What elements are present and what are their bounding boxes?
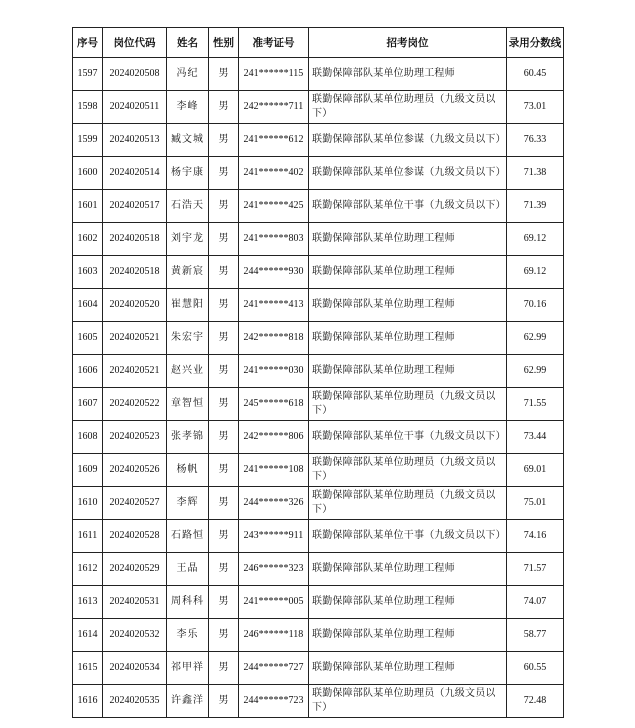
results-sheet (72, 27, 564, 718)
cell-position: 联勤保障部队某单位助理工程师 (309, 289, 507, 322)
header-position: 招考岗位 (309, 28, 507, 58)
cell-gender: 男 (209, 652, 239, 685)
cell-position-code: 2024020508 (103, 58, 167, 91)
table-row (73, 355, 564, 388)
cell-position: 联勤保障部队某单位助理工程师 (309, 619, 507, 652)
cell-ticket-number: 244******326 (239, 487, 309, 520)
cell-seq: 1598 (73, 91, 103, 124)
cell-ticket-number: 241******803 (239, 223, 309, 256)
cell-position: 联勤保障部队某单位助理工程师 (309, 355, 507, 388)
cell-position: 联勤保障部队某单位干事（九级文员以下） (309, 520, 507, 553)
cell-score: 69.01 (507, 454, 564, 487)
cell-position-code: 2024020531 (103, 586, 167, 619)
cell-score: 69.12 (507, 223, 564, 256)
cell-seq: 1608 (73, 421, 103, 454)
cell-name: 章智恒 (167, 388, 209, 421)
cell-position: 联勤保障部队某单位干事（九级文员以下） (309, 190, 507, 223)
cell-gender: 男 (209, 223, 239, 256)
cell-position: 联勤保障部队某单位助理工程师 (309, 223, 507, 256)
cell-position-code: 2024020529 (103, 553, 167, 586)
cell-name: 祁甲祥 (167, 652, 209, 685)
table-row (73, 190, 564, 223)
cell-gender: 男 (209, 388, 239, 421)
cell-position: 联勤保障部队某单位助理员（九级文员以下） (309, 388, 507, 421)
cell-gender: 男 (209, 586, 239, 619)
cell-score: 71.55 (507, 388, 564, 421)
cell-position: 联勤保障部队某单位助理员（九级文员以下） (309, 91, 507, 124)
cell-gender: 男 (209, 421, 239, 454)
table-row (73, 454, 564, 487)
cell-position: 联勤保障部队某单位助理员（九级文员以下） (309, 487, 507, 520)
cell-score: 60.45 (507, 58, 564, 91)
cell-ticket-number: 244******727 (239, 652, 309, 685)
cell-ticket-number: 241******030 (239, 355, 309, 388)
cell-ticket-number: 241******402 (239, 157, 309, 190)
table-row (73, 685, 564, 718)
header-name: 姓名 (167, 28, 209, 58)
table-row (73, 289, 564, 322)
cell-position-code: 2024020535 (103, 685, 167, 718)
cell-seq: 1610 (73, 487, 103, 520)
table-row (73, 157, 564, 190)
cell-name: 崔慧阳 (167, 289, 209, 322)
cell-seq: 1613 (73, 586, 103, 619)
cell-score: 75.01 (507, 487, 564, 520)
cell-gender: 男 (209, 256, 239, 289)
cell-ticket-number: 241******612 (239, 124, 309, 157)
cell-gender: 男 (209, 289, 239, 322)
cell-name: 许鑫洋 (167, 685, 209, 718)
cell-name: 石路恒 (167, 520, 209, 553)
cell-seq: 1597 (73, 58, 103, 91)
cell-gender: 男 (209, 157, 239, 190)
cell-position: 联勤保障部队某单位参谋（九级文员以下） (309, 124, 507, 157)
cell-position-code: 2024020526 (103, 454, 167, 487)
table-row (73, 619, 564, 652)
cell-gender: 男 (209, 124, 239, 157)
table-row (73, 124, 564, 157)
cell-position-code: 2024020511 (103, 91, 167, 124)
table-row (73, 421, 564, 454)
cell-ticket-number: 241******413 (239, 289, 309, 322)
table-row (73, 388, 564, 421)
table-row (73, 652, 564, 685)
cell-ticket-number: 245******618 (239, 388, 309, 421)
table-row (73, 223, 564, 256)
cell-ticket-number: 244******723 (239, 685, 309, 718)
cell-position-code: 2024020518 (103, 223, 167, 256)
cell-ticket-number: 241******115 (239, 58, 309, 91)
cell-gender: 男 (209, 91, 239, 124)
cell-seq: 1614 (73, 619, 103, 652)
cell-name: 李辉 (167, 487, 209, 520)
cell-score: 60.55 (507, 652, 564, 685)
cell-position-code: 2024020528 (103, 520, 167, 553)
cell-position-code: 2024020518 (103, 256, 167, 289)
table-row (73, 91, 564, 124)
table-row (73, 256, 564, 289)
cell-name: 李峰 (167, 91, 209, 124)
cell-gender: 男 (209, 322, 239, 355)
cell-score: 71.38 (507, 157, 564, 190)
cell-seq: 1604 (73, 289, 103, 322)
cell-position: 联勤保障部队某单位助理工程师 (309, 256, 507, 289)
table-body (73, 58, 564, 718)
cell-seq: 1607 (73, 388, 103, 421)
cell-ticket-number: 243******911 (239, 520, 309, 553)
cell-gender: 男 (209, 553, 239, 586)
cell-seq: 1605 (73, 322, 103, 355)
cell-score: 70.16 (507, 289, 564, 322)
cell-ticket-number: 244******930 (239, 256, 309, 289)
cell-gender: 男 (209, 190, 239, 223)
table-header-row (73, 28, 564, 58)
cell-ticket-number: 242******711 (239, 91, 309, 124)
cell-position: 联勤保障部队某单位参谋（九级文员以下） (309, 157, 507, 190)
cell-ticket-number: 241******005 (239, 586, 309, 619)
cell-score: 73.44 (507, 421, 564, 454)
cell-position-code: 2024020513 (103, 124, 167, 157)
cell-position-code: 2024020521 (103, 355, 167, 388)
cell-gender: 男 (209, 454, 239, 487)
cell-seq: 1616 (73, 685, 103, 718)
cell-position-code: 2024020521 (103, 322, 167, 355)
cell-score: 71.57 (507, 553, 564, 586)
header-seq: 序号 (73, 28, 103, 58)
cell-position: 联勤保障部队某单位助理工程师 (309, 322, 507, 355)
cell-gender: 男 (209, 619, 239, 652)
cell-score: 76.33 (507, 124, 564, 157)
cell-seq: 1599 (73, 124, 103, 157)
cell-seq: 1612 (73, 553, 103, 586)
cell-seq: 1602 (73, 223, 103, 256)
cell-position-code: 2024020517 (103, 190, 167, 223)
cell-score: 74.07 (507, 586, 564, 619)
cell-gender: 男 (209, 685, 239, 718)
cell-seq: 1600 (73, 157, 103, 190)
cell-position: 联勤保障部队某单位干事（九级文员以下） (309, 421, 507, 454)
cell-position-code: 2024020534 (103, 652, 167, 685)
cell-position: 联勤保障部队某单位助理员（九级文员以下） (309, 685, 507, 718)
cell-gender: 男 (209, 520, 239, 553)
cell-seq: 1603 (73, 256, 103, 289)
cell-position: 联勤保障部队某单位助理工程师 (309, 586, 507, 619)
admission-score-table (72, 27, 564, 718)
cell-ticket-number: 246******323 (239, 553, 309, 586)
cell-name: 张孝锦 (167, 421, 209, 454)
cell-score: 62.99 (507, 355, 564, 388)
cell-name: 石浩天 (167, 190, 209, 223)
cell-position-code: 2024020527 (103, 487, 167, 520)
cell-score: 58.77 (507, 619, 564, 652)
cell-name: 赵兴业 (167, 355, 209, 388)
cell-score: 74.16 (507, 520, 564, 553)
cell-seq: 1615 (73, 652, 103, 685)
cell-ticket-number: 241******108 (239, 454, 309, 487)
cell-name: 周科科 (167, 586, 209, 619)
cell-seq: 1601 (73, 190, 103, 223)
cell-position: 联勤保障部队某单位助理工程师 (309, 652, 507, 685)
cell-position-code: 2024020522 (103, 388, 167, 421)
table-row (73, 58, 564, 91)
cell-position: 联勤保障部队某单位助理工程师 (309, 553, 507, 586)
cell-seq: 1606 (73, 355, 103, 388)
cell-name: 王晶 (167, 553, 209, 586)
cell-position: 联勤保障部队某单位助理员（九级文员以下） (309, 454, 507, 487)
cell-gender: 男 (209, 355, 239, 388)
cell-name: 杨宇康 (167, 157, 209, 190)
table-row (73, 322, 564, 355)
cell-position: 联勤保障部队某单位助理工程师 (309, 58, 507, 91)
cell-name: 朱宏宇 (167, 322, 209, 355)
header-score: 录用分数线 (507, 28, 564, 58)
cell-seq: 1609 (73, 454, 103, 487)
cell-score: 71.39 (507, 190, 564, 223)
cell-position-code: 2024020514 (103, 157, 167, 190)
header-ticket: 准考证号 (239, 28, 309, 58)
cell-ticket-number: 241******425 (239, 190, 309, 223)
cell-score: 62.99 (507, 322, 564, 355)
cell-name: 冯纪 (167, 58, 209, 91)
table-row (73, 586, 564, 619)
cell-name: 李乐 (167, 619, 209, 652)
cell-score: 72.48 (507, 685, 564, 718)
table-row (73, 553, 564, 586)
cell-seq: 1611 (73, 520, 103, 553)
cell-position-code: 2024020520 (103, 289, 167, 322)
cell-ticket-number: 242******818 (239, 322, 309, 355)
header-gender: 性别 (209, 28, 239, 58)
cell-name: 刘宇龙 (167, 223, 209, 256)
cell-ticket-number: 246******118 (239, 619, 309, 652)
cell-position-code: 2024020523 (103, 421, 167, 454)
cell-ticket-number: 242******806 (239, 421, 309, 454)
cell-gender: 男 (209, 487, 239, 520)
cell-score: 73.01 (507, 91, 564, 124)
cell-gender: 男 (209, 58, 239, 91)
cell-name: 杨帆 (167, 454, 209, 487)
table-row (73, 520, 564, 553)
cell-score: 69.12 (507, 256, 564, 289)
cell-name: 臧文城 (167, 124, 209, 157)
header-code: 岗位代码 (103, 28, 167, 58)
table-row (73, 487, 564, 520)
cell-name: 黄新宸 (167, 256, 209, 289)
cell-position-code: 2024020532 (103, 619, 167, 652)
